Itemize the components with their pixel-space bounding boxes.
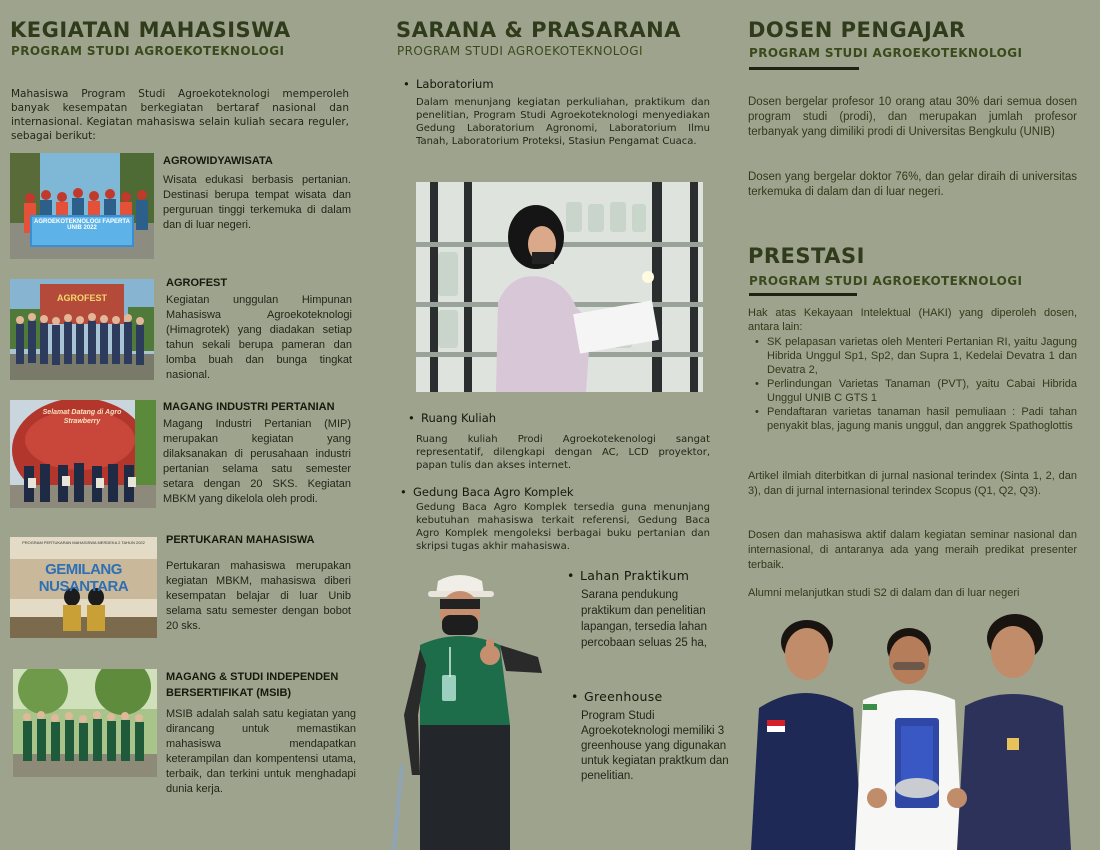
award-photo (745, 608, 1075, 850)
pertukaran-title: PERTUKARAN MAHASISWA (166, 534, 315, 546)
magang-industri-text: Magang Industri Pertanian (MIP) merupakan kegiatan yang dilaksanakan di perusahaan industri pertanian selama satu semester setara dengan 20 SKS. Kegiatan MBKM yang dikelola oleh prodi. (163, 418, 351, 505)
gedung-baca-text: Gedung Baca Agro Komplek tersedia guna menunjang kebutuhan mahasiswa terkait referensi, Gedung Baca Agro Komplek mengoleksi berbagai buku pertanian dan skripsi tugas akhir mahasiswa. (416, 502, 710, 552)
pertukaran-banner-text: GEMILANG NUSANTARA (38, 561, 129, 595)
dosen-subtitle: PROGRAM STUDI AGROEKOTEKNOLOGI (749, 46, 1023, 60)
laboratorium-photo (416, 182, 703, 392)
sarana-subtitle: PROGRAM STUDI AGROEKOTEKNOLOGI (397, 44, 643, 58)
dosen-paragraph-1: Dosen bergelar profesor 10 orang atau 30% dari semua dosen program studi (prodi), dan merupakan jumlah profesor terbanyak yang dimiliki prodi di Universitas Bengkulu (UNIB) (748, 96, 1077, 138)
ruang-kuliah-text: Ruang kuliah Prodi Agroekotekenologi sangat representatif, dilengkapi dengan AC, LCD proyektor, papan tulis dan akses internet. (416, 434, 710, 471)
msib-photo (13, 669, 157, 777)
magang-industri-title: MAGANG INDUSTRI PERTANIAN (163, 401, 335, 413)
kegiatan-title: KEGIATAN MAHASISWA (10, 18, 291, 42)
lahan-praktikum-text: Sarana pendukung praktikum dan penelitian lapangan, tersedia lahan percobaan seluas 25 ha, (581, 589, 707, 649)
lab-text: Dalam menunjang kegiatan perkuliahan, praktikum dan penelitian, Program Studi Agroekoteknologi menyediakan Gedung Laboratorium Agronomi, Laboratorium Ilmu Tanah, Laboratorium Proteksi, Stasiun Pengamat Cuaca. (416, 97, 710, 147)
dosen-divider (749, 67, 859, 70)
agrofest-title: AGROFEST (166, 277, 228, 289)
agrofest-banner-text: AGROFEST (56, 293, 107, 303)
ruang-kuliah-title: • Ruang Kuliah (421, 411, 496, 425)
seminar-text: Dosen dan mahasiswa aktif dalam kegiatan seminar nasional dan internasional, di antaranya ada yang meraih predikat presenter terbaik. (748, 529, 1077, 571)
pertukaran-text: Pertukaran mahasiswa merupakan kegiatan MBKM, mahasiswa diberi kesempatan belajar di luar Unib selama satu semester dengan bobot 20 sks. (166, 560, 351, 632)
agrowidyawisata-photo (10, 153, 154, 259)
haki-list (749, 335, 1077, 433)
agrowidyawisata-banner-text: AGROEKOTEKNOLOGI FAPERTA UNIB 2022 (34, 219, 130, 231)
artikel-text: Artikel ilmiah diterbitkan di jurnal nasional terindex (Sinta 1, 2, dan 3), dan di jurnal internasional terindex Scopus (Q1, Q2, Q3). (748, 470, 1077, 497)
prestasi-subtitle: PROGRAM STUDI AGROEKOTEKNOLOGI (749, 274, 1023, 288)
dosen-title: DOSEN PENGAJAR (748, 18, 966, 42)
kegiatan-subtitle: PROGRAM STUDI AGROEKOTEKNOLOGI (11, 44, 285, 58)
msib-text: MSIB adalah salah satu kegiatan yang dirancang untuk memastikan mahasiswa mendapatkan keterampilan dan kompentensi utama, terbaik, dan terkini untuk menghadapi dunia kerja. (166, 708, 356, 795)
lahan-praktikum-title: • Lahan Praktikum (580, 568, 689, 583)
prestasi-divider (749, 293, 857, 296)
magang-industri-sign-text: Selamat Datang di Agro Strawberry (42, 409, 122, 425)
haki-item-3: • Pendaftaran varietas tanaman hasil pemuliaan : Padi tahan penyakit blas, jagung manis unggul, dan anggrek Spathoglottis (749, 405, 1077, 433)
student-photo (380, 565, 565, 850)
greenhouse-text: Program Studi Agroekoteknologi memiliki 3 greenhouse yang digunakan untuk kegiatan praktkum dan penelitian. (581, 710, 729, 782)
greenhouse-title: • Greenhouse (584, 689, 663, 704)
gedung-baca-title: • Gedung Baca Agro Komplek (413, 485, 574, 499)
haki-intro: Hak atas Kekayaan Intelektual (HAKI) yang diperoleh dosen, antara lain: (748, 307, 1077, 333)
agrofest-text: Kegiatan unggulan Himpunan Mahasiswa Agroekoteknologi (Himagrotek) yang diadakan setiap tahun sekali berupa pameran dan lomba buah dan bunga tingkat nasional. (166, 294, 352, 381)
agrofest-photo (10, 279, 154, 380)
kegiatan-intro: Mahasiswa Program Studi Agroekoteknologi memperoleh banyak kesempatan berkegiatan bertaraf nasional dan internasional. Kegiatan mahasiswa selain kuliah secara reguler, sebagai berikut: (11, 88, 349, 142)
sarana-title: SARANA & PRASARANA (396, 18, 682, 42)
lab-title: • Laboratorium (416, 77, 494, 91)
agrowidyawisata-title: AGROWIDYAWISATA (163, 155, 273, 167)
prestasi-title: PRESTASI (748, 244, 865, 268)
dosen-paragraph-2: Dosen yang bergelar doktor 76%, dan gelar diraih di universitas terkemuka di dalam dan di luar negeri. (748, 171, 1077, 198)
agrowidyawisata-text: Wisata edukasi berbasis pertanian. Destinasi berupa tempat wisata dan perguruan tinggi terkemuka di dalam dan di luar negeri. (163, 174, 351, 231)
alumni-text: Alumni melanjutkan studi S2 di dalam dan di luar negeri (748, 587, 1020, 599)
pertukaran-photo-caption: PROGRAM PERTUKARAN MAHASISWA MERDEKA 2 TAHUN 2022 (22, 540, 145, 545)
haki-item-2: • Perlindungan Varietas Tanaman (PVT), yaitu Cabai Hibrida Unggul UNIB C GTS 1 (749, 377, 1077, 405)
pertukaran-photo (10, 537, 157, 638)
magang-industri-photo (10, 400, 156, 508)
haki-item-1: • SK pelapasan varietas oleh Menteri Pertanian RI, yaitu Jagung Hibrida Unggul Sp1, Sp2, dan Supra 1, Kedelai Devatra 1 dan Devatra 2, (749, 335, 1077, 377)
msib-title: MAGANG & STUDI INDEPENDEN BERSERTIFIKAT (MSIB) (166, 671, 339, 699)
